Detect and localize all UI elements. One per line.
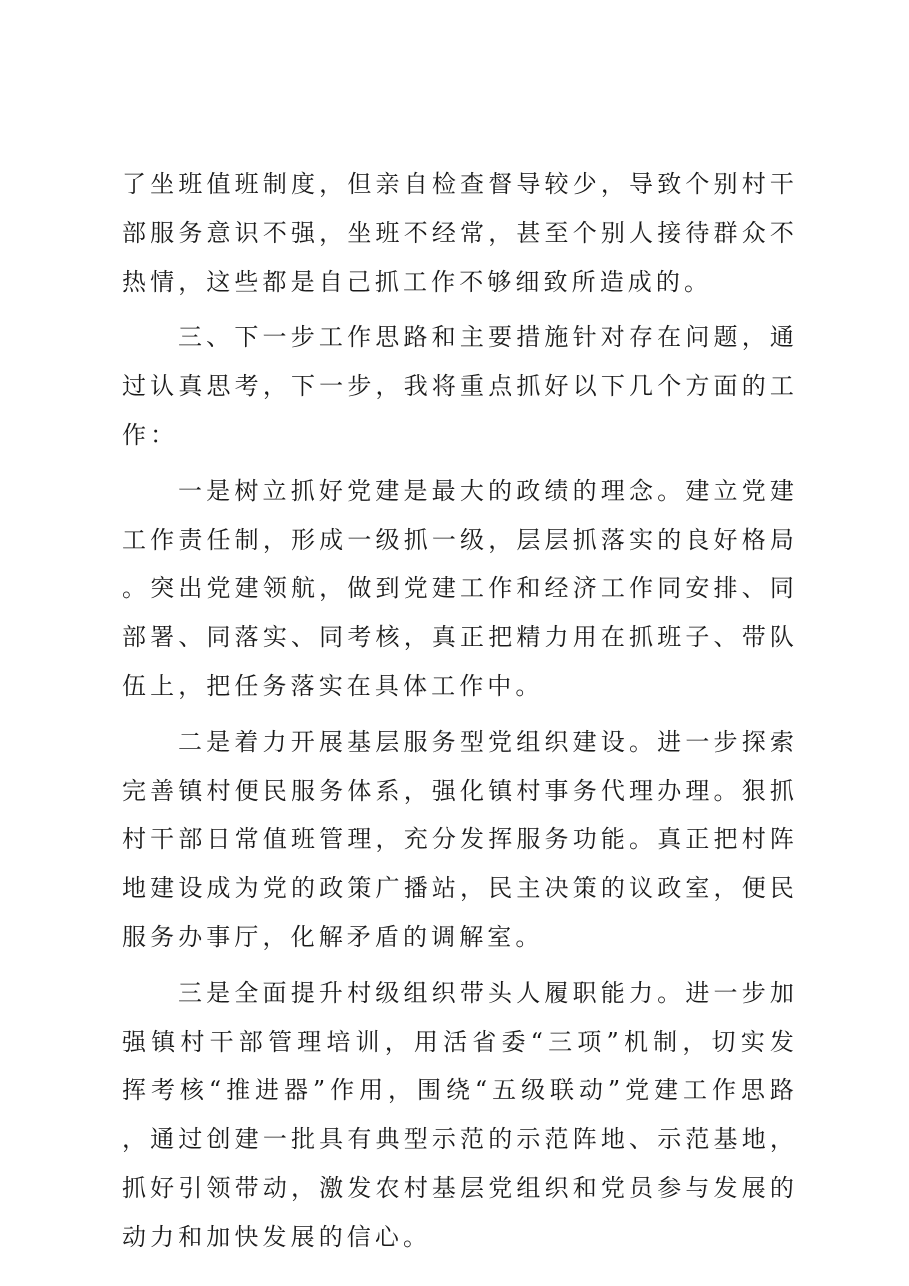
- paragraph-continuation: 了坐班值班制度，但亲自检查督导较少，导致个别村干部服务意识不强，坐班不经常，甚至个别人接待群众不热情，这些都是自己抓工作不够细致所造成的。: [122, 170, 798, 296]
- paragraph-measure-one: 一是树立抓好党建是最大的政绩的理念。建立党建工作责任制，形成一级抓一级，层层抓落实的良好格局。突出党建领航，做到党建工作和经济工作同安排、同部署、同落实、同考核，真正把精力用在抓班子、带队伍上，把任务落实在具体工作中。: [122, 476, 798, 700]
- paragraph-measure-two: 二是着力开展基层服务型党组织建设。进一步探索完善镇村便民服务体系，强化镇村事务代理办理。狠抓村干部日常值班管理，充分发挥服务功能。真正把村阵地建设成为党的政策广播站，民主决策的议政室，便民服务办事厅，化解矛盾的调解室。: [122, 727, 798, 951]
- paragraph-section-three-heading: 三、下一步工作思路和主要措施针对存在问题，通过认真思考，下一步，我将重点抓好以下几个方面的工作：: [122, 323, 798, 449]
- document-body: [122, 160, 798, 1262]
- paragraph-measure-three: 三是全面提升村级组织带头人履职能力。进一步加强镇村干部管理培训，用活省委“三项”机制，切实发挥考核“推进器”作用，围绕“五级联动”党建工作思路，通过创建一批具有典型示范的示范阵地、示范基地，抓好引领带动，激发农村基层党组织和党员参与发展的动力和加快发展的信心。: [122, 978, 798, 1251]
